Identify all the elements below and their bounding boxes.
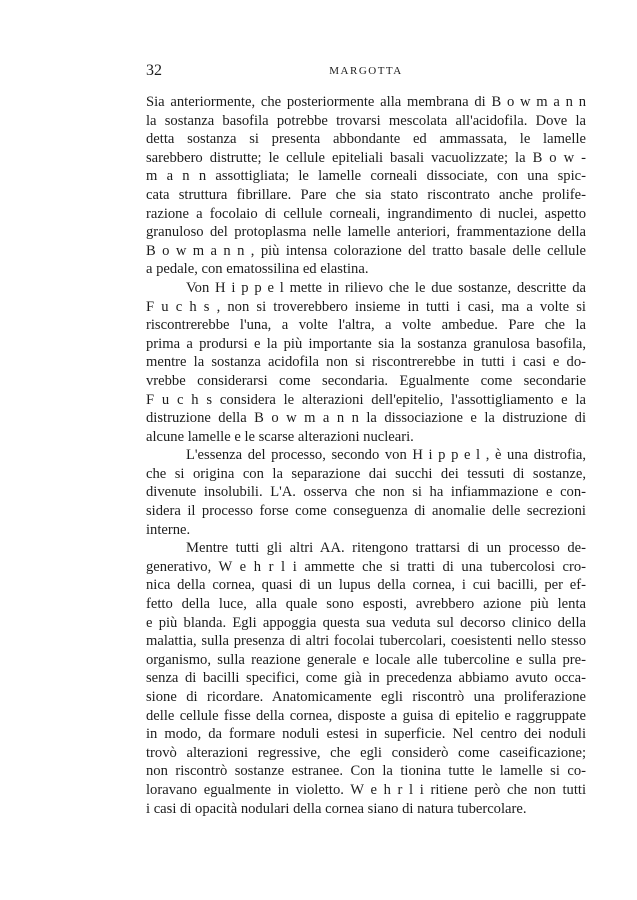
paragraph (146, 446, 586, 539)
text-line: fetto della luce, alla quale sono esposti, avrebbero azione più lenta (146, 596, 586, 613)
text-line: F u c h s considera le alterazioni dell'epitelio, l'assottigliamento e la (146, 391, 586, 408)
text-line: in modo, da formare noduli estesi in superficie. Nel centro dei noduli (146, 726, 586, 743)
text-line: Sia anteriormente, che posteriormente alla membrana di B o w m a n n (146, 94, 586, 110)
text-line: mentre la sostanza acidofila non si riscontrerebbe in tutti i casi e do- (146, 354, 586, 371)
text-line: trovò alterazioni regressive, che egli considerò come caseificazione; (146, 744, 586, 761)
text-line: cata struttura fibrillare. Pare che sia stato riscontrato anche prolife- (146, 186, 586, 203)
text-line: divenute insolubili. L'A. osserva che non si ha infiammazione e con- (146, 484, 586, 501)
text-line: distruzione della B o w m a n n la dissociazione e la distruzione di (146, 410, 586, 427)
text-line: vrebbe considerarsi come secondaria. Egualmente come secondarie (146, 372, 586, 389)
text-line: che si origina con la separazione dai succhi dei tessuti di sostanze, (146, 465, 586, 482)
text-line: non riscontrò sostanze estranee. Con la tionina tutte le lamelle si co- (146, 763, 586, 780)
running-title: MARGOTTA (329, 65, 403, 77)
text-line: granuloso del protoplasma nelle lamelle anteriori, frammentazione della (146, 224, 586, 241)
text-line: sione di ricordare. Anatomicamente egli riscontrò una proliferazione (146, 689, 586, 705)
text-line: senza di bacilli specifici, come già in precedenza abbiamo avuto occa- (146, 670, 586, 687)
text-line: riscontrerebbe l'una, a volte l'altra, a volte ambedue. Pare che la (146, 317, 586, 334)
text-line: razione a focolaio di cellule corneali, ingrandimento di nuclei, aspetto (146, 205, 586, 222)
text-line: detta sostanza si presenta abbondante ed ammassata, le lamelle (146, 131, 586, 148)
text-line: i casi di opacità nodulari della cornea siano di natura tubercolare. (146, 800, 527, 817)
text-line: generativo, W e h r l i ammette che si tratti di una tubercolosi cro- (146, 558, 586, 575)
text-line: sidera il processo forse come conseguenza di anomalie delle secrezioni (146, 503, 586, 520)
body-text (146, 93, 586, 818)
text-line: sarebbero distrutte; le cellule epiteliali basali vacuolizzate; la B o w - (146, 149, 586, 166)
page-number: 32 (146, 62, 162, 79)
paragraph (146, 279, 586, 446)
text-line: organismo, sulla reazione generale e locale alle tubercoline e sulla pre- (146, 651, 586, 668)
text-line: a pedale, con ematossilina ed elastina. (146, 261, 369, 278)
text-line: alcune lamelle e le scarse alterazioni nucleari. (146, 428, 414, 445)
running-head (146, 62, 586, 84)
text-line: F u c h s , non si troverebbero insieme in tutti i casi, ma a volte si (146, 298, 586, 315)
text-line: loravano egualmente in violetto. W e h r l i ritiene però che non tutti (146, 781, 586, 798)
text-line: Von H i p p e l mette in rilievo che le due sostanze, descritte da (186, 279, 586, 296)
text-line: Mentre tutti gli altri AA. ritengono trattarsi di un processo de- (186, 540, 586, 557)
text-line: prima a prodursi e la più importante sia la sostanza granulosa basofila, (146, 335, 586, 352)
text-line: nica della cornea, quasi di un lupus della cornea, i cui bacilli, per ef- (146, 577, 586, 594)
paragraph (146, 93, 586, 279)
text-line: L'essenza del processo, secondo von H i p p e l , è una distrofia, (186, 447, 586, 464)
text-line: B o w m a n n , più intensa colorazione del tratto basale delle cellule (146, 242, 586, 259)
text-line: malattia, sulla presenza di altri focolai tubercolari, coesistenti nello stesso (146, 633, 586, 650)
text-line: m a n n assottigliata; le lamelle corneali dissociate, con una spic- (146, 168, 586, 185)
text-line: la sostanza basofila potrebbe trovarsi mescolata all'acidofila. Dove la (146, 112, 586, 129)
text-line: e più blanda. Egli appoggia questa sua veduta sul decorso clinico della (146, 614, 586, 631)
paragraph (146, 539, 586, 818)
text-line: delle cellule fisse della cornea, disposte a guisa di epitelio e raggruppate (146, 707, 586, 724)
text-line: interne. (146, 521, 191, 538)
